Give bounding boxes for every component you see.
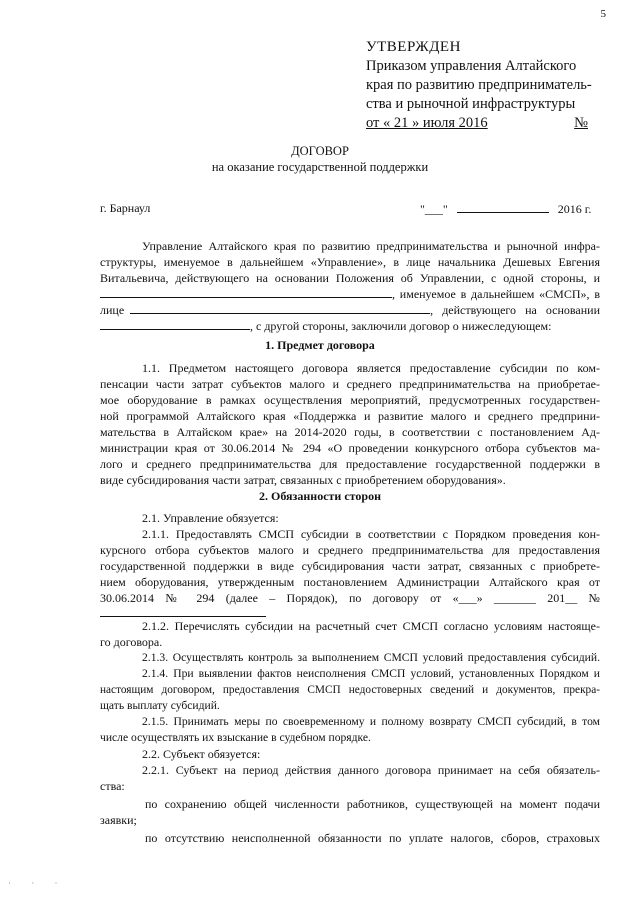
section-2-header: 2. Обязанности сторон [259, 489, 381, 503]
date-year: 2016 г. [557, 202, 592, 216]
smsp-name-blank [100, 286, 392, 298]
section-2-line: ства: [100, 779, 125, 793]
date-day-blank: "___" [420, 202, 448, 216]
section-2-line: го договора. [100, 635, 163, 649]
preamble-person-label: лице [100, 303, 125, 317]
section-2-line: заявки; [100, 813, 137, 827]
preamble-line-3: Витальевича, действующего на основании Положения об Управлении, с одной стороны, и [100, 271, 600, 285]
approval-date-line [366, 114, 600, 133]
approval-line-2: края по развитию предприниматель- [366, 77, 592, 93]
preamble-smsp-text: , именуемое в дальнейшем «СМСП», в [392, 287, 600, 301]
preamble-line-1: Управление Алтайского края по развитию предпринимательства и рыночной инфра- [142, 239, 600, 253]
section-2-line: настоящим договором, предоставления СМСП недостоверных сведений и документов, прекра- [100, 684, 600, 696]
approval-number-label: № [574, 115, 588, 131]
preamble-line-6 [100, 318, 600, 334]
section-2-line: 2.1. Управление обязуется: [142, 511, 279, 525]
section-1-line: лого и среднего предпринимательства для предоставление государственной поддержки в [100, 457, 600, 471]
section-2-line: 2.2. Субъект обязуется: [142, 747, 261, 761]
preamble-basis-text: , действующего на основании [430, 303, 600, 317]
section-1-line: ной программой Алтайского края «Поддержка и развитие малого и среднего предприни- [100, 409, 600, 423]
contract-number-blank [100, 605, 266, 617]
scan-marks: · · · [8, 878, 67, 888]
preamble-line-4 [100, 286, 600, 302]
section-2-line: государственной поддержки в виде субсидирования части затрат, связанных с приобрете- [100, 559, 600, 573]
approval-block [366, 38, 600, 133]
document-title: ДОГОВОР [291, 144, 349, 158]
person-name-blank [130, 302, 430, 314]
section-2-line: 2.1.3. Осуществлять контроль за выполнением СМСП условий предоставления субсидий. [142, 651, 600, 664]
section-2-line: 2.1.5. Принимать меры по своевременному и полному возврату СМСП субсидий, в том [142, 715, 600, 728]
section-1-line: виде субсидирования части затрат, связанных с приобретением оборудования». [100, 473, 506, 487]
document-subtitle: на оказание государственной поддержки [211, 160, 429, 174]
basis-blank [100, 318, 250, 330]
approval-line-1: Приказом управления Алтайского [366, 58, 577, 74]
section-2-line: 2.1.4. При выявлении фактов неисполнения СМСП условий, установленных Порядком и [142, 667, 600, 680]
page-number: 5 [600, 8, 606, 20]
section-2-line: курсного отбора субъектов малого и среднего предпринимательства для предоставления [100, 543, 600, 557]
section-1-line: 1.1. Предметом настоящего договора является предоставление субсидии по ком- [142, 361, 600, 375]
section-2-line: 2.1.1. Предоставлять СМСП субсидии в соответствии с Порядком проведения кон- [142, 527, 600, 541]
approval-line-3: ства и рыночной инфраструктуры [366, 96, 576, 112]
section-2-line: числе осуществлять их взыскание в судебном порядке. [100, 731, 371, 744]
approval-heading: УТВЕРЖДЕН [366, 39, 461, 55]
section-2-line: нием оборудования, утвержденным постановлением Администрации Алтайского края от [100, 575, 600, 589]
contract-date [420, 201, 591, 217]
section-1-header: 1. Предмет договора [265, 338, 375, 352]
city: г. Барнаул [100, 201, 151, 215]
section-1-line: пенсации части затрат субъектов малого и среднего предпринимательства на приобретае- [100, 377, 600, 391]
section-2-line: по отсутствию неисполненной обязанности по уплате налогов, сборов, страховых [145, 831, 600, 845]
section-2-line: 2.1.2. Перечислять субсидии на расчетный счет СМСП согласно условиям настояще- [142, 619, 600, 633]
preamble-line-5 [100, 302, 600, 318]
section-2-line: по сохранению общей численности работников, существующей на момент подачи [145, 797, 600, 811]
date-month-blank [457, 201, 549, 213]
section-1-line: министрации края от 30.06.2014 № 294 «О проведении конкурсного отбора субъектов ма- [100, 441, 600, 455]
preamble-line-2: структуры, именуемое в дальнейшем «Управление», в лице начальника Дешевых Евгения [100, 255, 600, 269]
section-1-line: мательства в Алтайском крае» на 2014-2020 годы, в соответствии с постановлением Ад- [100, 425, 600, 439]
section-2-line: 30.06.2014 № 294 (далее – Порядок), по договору от «___» _______ 201__ № [100, 591, 600, 605]
section-2-line: 2.2.1. Субъект на период действия данного договора принимает на себя обязатель- [142, 763, 600, 777]
preamble-closing-text: , с другой стороны, заключили договор о нижеследующем: [250, 319, 552, 333]
approval-date: от « 21 » июля 2016 [366, 115, 488, 131]
section-1-line: мое оборудование в рамках осуществления мероприятий, предусмотренных государствен- [100, 393, 600, 407]
section-2-line: щать выплату субсидий. [100, 699, 220, 712]
